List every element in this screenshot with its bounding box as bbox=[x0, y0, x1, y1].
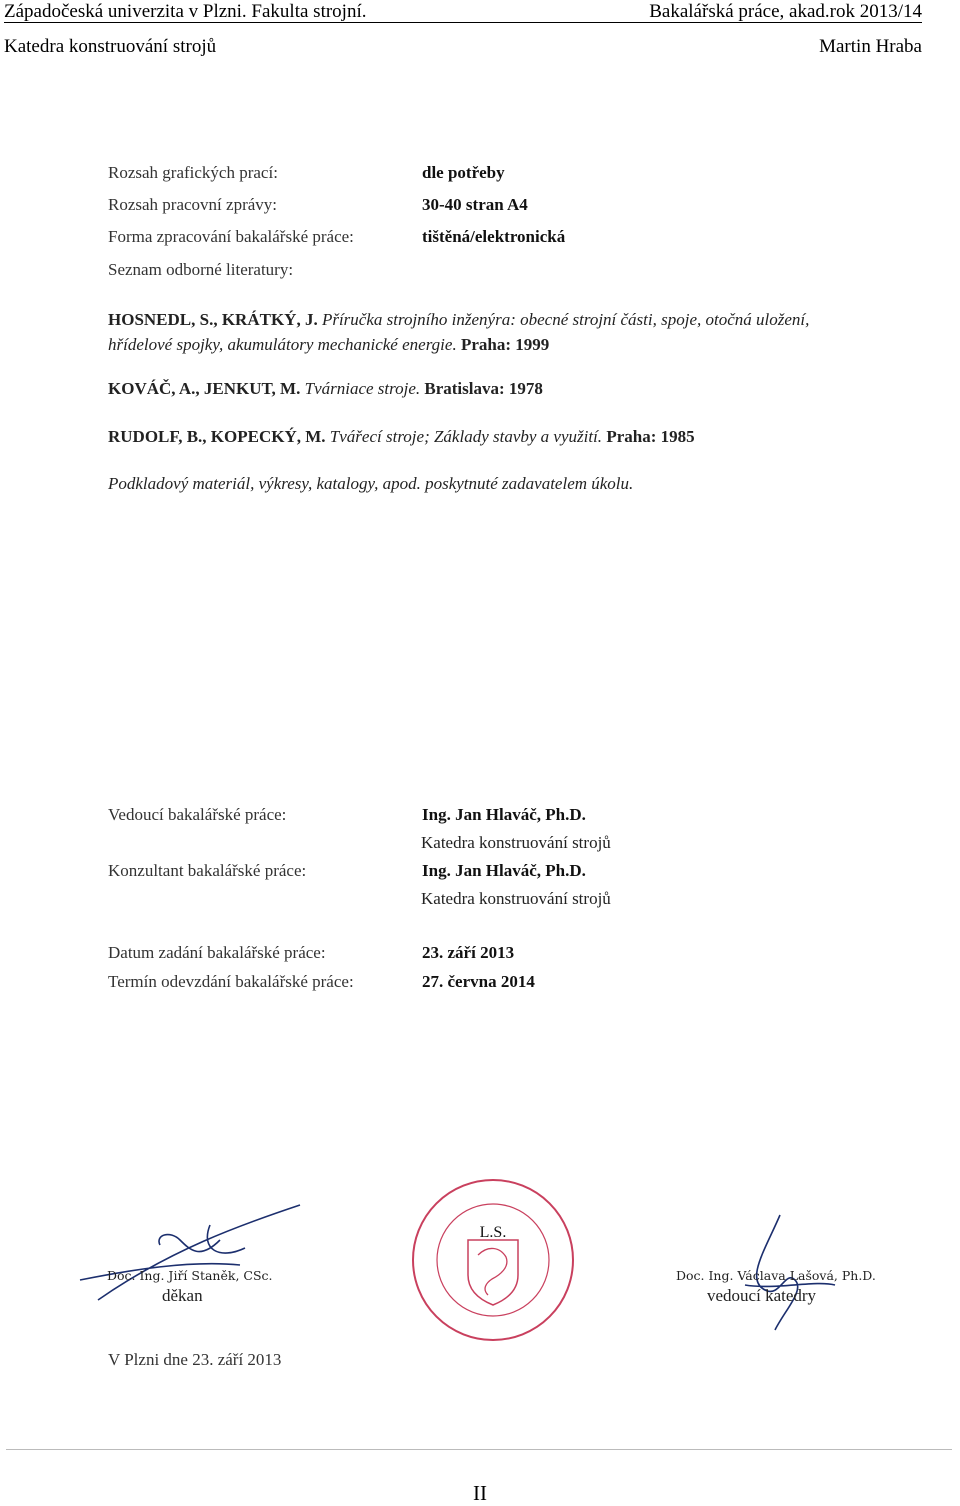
department-head-role: vedoucí katedry bbox=[707, 1286, 817, 1305]
place-and-date: V Plzni dne 23. září 2013 bbox=[108, 1350, 282, 1369]
literature-authors: RUDOLF, B., KOPECKÝ, M. bbox=[108, 427, 326, 446]
department-head-name: Doc. Ing. Václava Lašová, Ph.D. bbox=[676, 1268, 876, 1283]
scanned-assignment-page bbox=[0, 80, 960, 1450]
literature-authors: HOSNEDL, S., KRÁTKÝ, J. bbox=[108, 310, 318, 329]
scan-bottom-edge bbox=[6, 1449, 952, 1450]
scope-label-graphics: Rozsah grafických prací: bbox=[108, 163, 278, 182]
consultant-name: Ing. Jan Hlaváč, Ph.D. bbox=[422, 861, 586, 880]
scope-value-graphics: dle potřeby bbox=[422, 163, 505, 182]
literature-item bbox=[108, 424, 868, 449]
stamp-ls-text: L.S. bbox=[479, 1224, 507, 1241]
literature-note: Podkladový materiál, výkresy, katalogy, apod. poskytnuté zadavatelem úkolu. bbox=[108, 474, 634, 493]
literature-item bbox=[108, 307, 868, 357]
literature-title: Příručka strojního inženýra: obecné strojní části, spoje, otočná uložení, hřídelové spojky, akumulátory mechanické energie. bbox=[108, 310, 810, 354]
scope-label-report: Rozsah pracovní zprávy: bbox=[108, 195, 277, 214]
consultant-department: Katedra konstruování strojů bbox=[421, 889, 611, 908]
literature-place: Praha: 1999 bbox=[460, 335, 550, 354]
literature-place: Bratislava: 1978 bbox=[424, 379, 543, 398]
scope-value-form: tištěná/elektronická bbox=[422, 227, 566, 246]
deadline-label: Termín odevzdání bakalářské práce: bbox=[108, 972, 354, 991]
assigned-date-value: 23. září 2013 bbox=[422, 943, 515, 962]
university-stamp bbox=[408, 1175, 578, 1345]
literature-item bbox=[108, 376, 868, 401]
literature-title: Tvářecí stroje; Základy stavby a využití. bbox=[329, 427, 603, 446]
literature-authors: KOVÁČ, A., JENKUT, M. bbox=[108, 379, 301, 398]
dean-role: děkan bbox=[162, 1286, 203, 1305]
dean-name: Doc. Ing. Jiří Staněk, CSc. bbox=[107, 1268, 273, 1283]
header-rule bbox=[4, 22, 922, 23]
header-department: Katedra konstruování strojů bbox=[4, 36, 217, 57]
header-institution: Západočeská univerzita v Plzni. Fakulta strojní. bbox=[4, 1, 367, 22]
assigned-date-label: Datum zadání bakalářské práce: bbox=[108, 943, 326, 962]
header-thesis: Bakalářská práce, akad.rok 2013/14 bbox=[649, 1, 922, 22]
deadline-value: 27. června 2014 bbox=[422, 972, 535, 991]
literature-place: Praha: 1985 bbox=[606, 427, 695, 446]
page-number: II bbox=[473, 1481, 487, 1505]
supervisor-name: Ing. Jan Hlaváč, Ph.D. bbox=[422, 805, 586, 824]
header-author: Martin Hraba bbox=[819, 36, 922, 57]
literature-title: Tvárniace stroje. bbox=[304, 379, 421, 398]
scope-value-report: 30-40 stran A4 bbox=[422, 195, 528, 214]
scope-label-form: Forma zpracování bakalářské práce: bbox=[108, 227, 354, 246]
consultant-label: Konzultant bakalářské práce: bbox=[108, 861, 307, 880]
supervisor-label: Vedoucí bakalářské práce: bbox=[108, 805, 287, 824]
supervisor-department: Katedra konstruování strojů bbox=[421, 833, 611, 852]
scope-label-literature: Seznam odborné literatury: bbox=[108, 260, 294, 279]
